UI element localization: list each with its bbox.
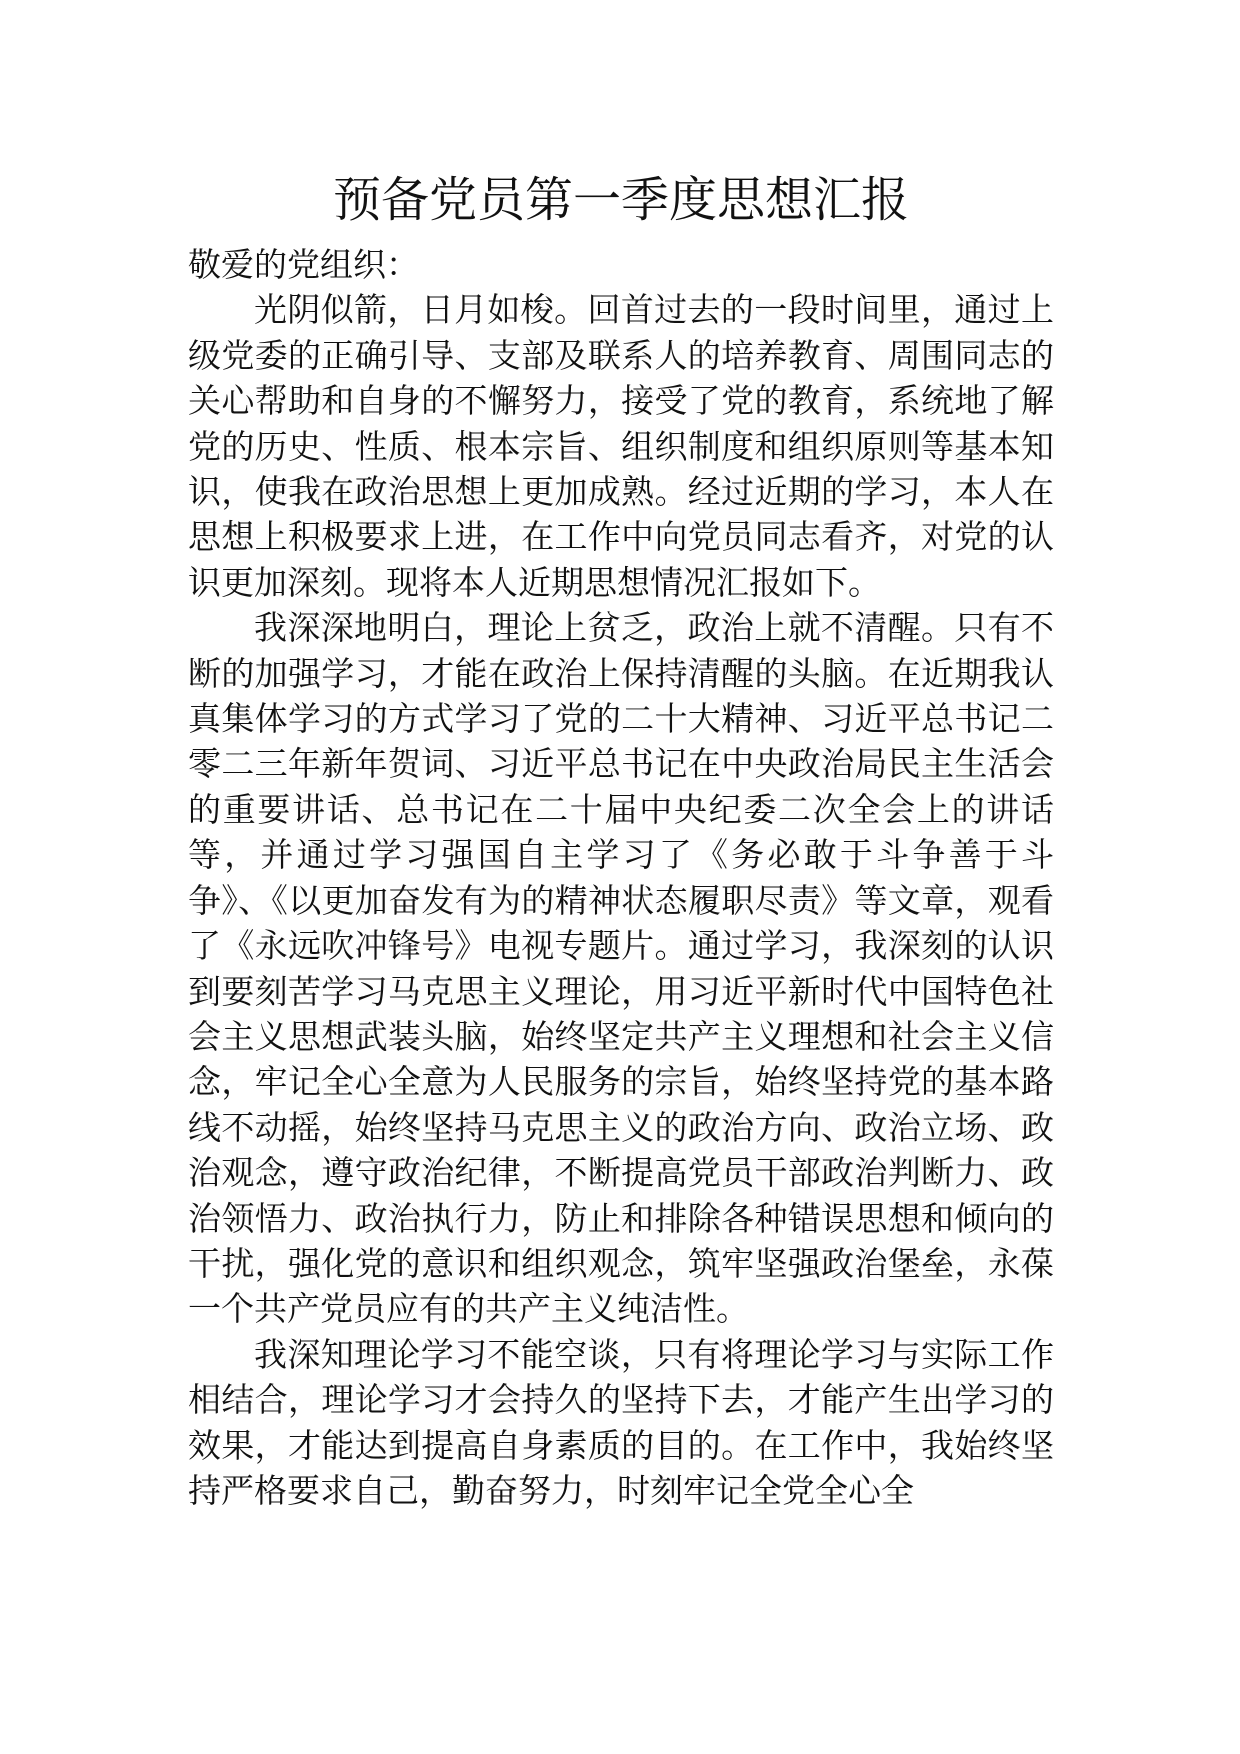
salutation: 敬爱的党组织： — [188, 245, 419, 284]
document-title: 预备党员第一季度思想汇报 — [332, 172, 909, 228]
document-page — [188, 164, 1054, 1513]
paragraph-1: 光阴似箭，日月如梭。回首过去的一段时间里，通过上级党委的正确引导、支部及联系人的培养教育、周围同志的关心帮助和自身的不懈努力，接受了党的教育，系统地了解党的历史、性质、根本宗旨、组织制度和组织原则等基本知识，使我在政治思想上更加成熟。经过近期的学习，本人在思想上积极要求上进，在工作中向党员同志看齐，对党的认识更加深刻。现将本人近期思想情况汇报如下。 — [188, 290, 1054, 602]
paragraph-3: 我深知理论学习不能空谈，只有将理论学习与实际工作相结合，理论学习才会持久的坚持下去，才能产生出学习的效果，才能达到提高自身素质的目的。在工作中，我始终坚持严格要求自己，勤奋努力，时刻牢记全党全心全 — [188, 1334, 1054, 1510]
paragraph-2: 我深深地明白，理论上贫乏，政治上就不清醒。只有不断的加强学习，才能在政治上保持清醒的头脑。在近期我认真集体学习的方式学习了党的二十大精神、习近平总书记二零二三年新年贺词、习近平总书记在中央政治局民主生活会的重要讲话、总书记在二十届中央纪委二次全会上的讲话等，并通过学习强国自主学习了《务必敢于斗争善于斗争》、《以更加奋发有为的精神状态履职尽责》等文章，观看了《永远吹冲锋号》电视专题片。通过学习，我深刻的认识到要刻苦学习马克思主义理论，用习近平新时代中国特色社会主义思想武装头脑，始终坚定共产主义理想和社会主义信念，牢记全心全意为人民服务的宗旨，始终坚持党的基本路线不动摇，始终坚持马克思主义的政治方向、政治立场、政治观念，遵守政治纪律，不断提高党员干部政治判断力、政治领悟力、政治执行力，防止和排除各种错误思想和倾向的干扰，强化党的意识和组织观念，筑牢坚强政治堡垒，永葆一个共产党员应有的共产主义纯洁性。 — [188, 608, 1054, 1329]
